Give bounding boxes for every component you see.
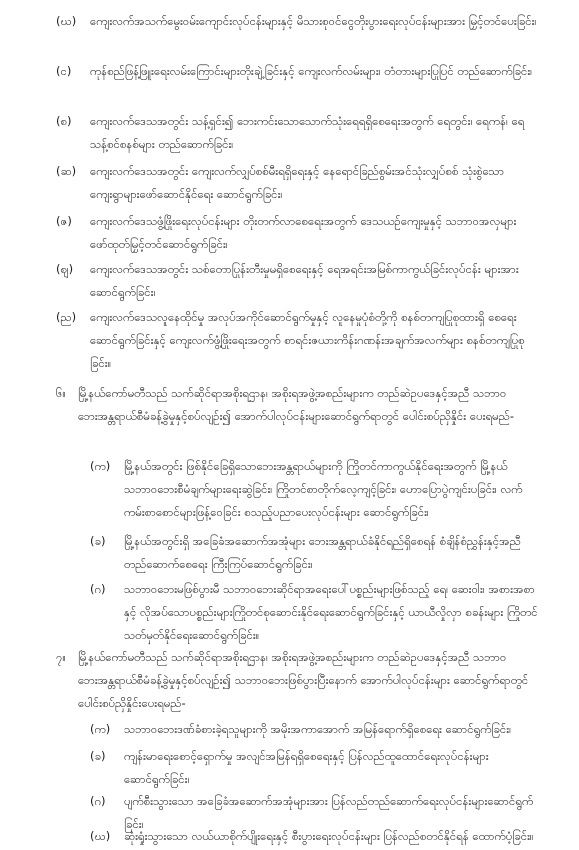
item-label: (ဇ)	[56, 214, 72, 228]
list-item	[56, 258, 538, 304]
item-label: (စ)	[56, 114, 72, 128]
list-item	[56, 210, 538, 256]
item-label: (ခ)	[90, 534, 106, 548]
item-label: (ဆ)	[56, 164, 77, 178]
item-label: (ဃ)	[90, 829, 111, 843]
list-item	[56, 110, 538, 156]
item-text: ကျေးလက်အသက်မွေးဝမ်းကျောင်းလုပ်ငန်းများနှင့် မိသားစုဝင်ငွေတိုးပွားရေးလုပ်ငန်းများအား မြှင့်တင်ပေးခြင်း၊	[90, 14, 537, 28]
item-text: ကျေးလက်ဒေသအတွင်း ကျေးလက်လျှပ်စစ်မီးရရှိရေးနှင့် နေရောင်ခြည်စွမ်းအင်သုံးလျှပ်စစ် သုံးစွဲသော ကျေးရွာများဖော်ဆောင်နိုင်ရေး ဆောင်ရွက်ခြင်း၊	[90, 164, 505, 201]
section-text: မြို့နယ်ကော်မတီသည် သက်ဆိုင်ရာအစိုးရဌာန၊ အစိုးရအဖွဲ့အစည်းများက တည်ဆဲဥပဒေနှင့်အညီ သဘာဝဘေးအန္တရာယ်စီမံခန့်ခွဲမှုနှင့်စပ်လျဉ်း၍ အောက်ပါလုပ်ငန်းများဆောင်ရွက်ရာတွင် ပေါင်းစပ်ညှိနှိုင်း ပေးရမည်-	[78, 386, 515, 423]
list-item	[56, 60, 538, 83]
item-label: (က)	[90, 722, 111, 736]
list-item	[90, 530, 538, 576]
item-text: မြို့နယ်အတွင်းရှိ အခြေခံအဆောက်အအုံများ ဘေးအန္တရာယ်ခံနိုင်ရည်ရှိစေရန် စံချိန်စံညွှန်းနှင့်အညီ တည်ဆောက်စေရေး ကြီးကြပ်ဆောင်ရွက်ခြင်း၊	[124, 534, 521, 571]
list-item	[90, 578, 538, 647]
list-item	[56, 10, 538, 33]
list-item	[90, 455, 538, 524]
item-label: (င)	[56, 64, 72, 78]
item-label: (ခ)	[90, 749, 106, 763]
list-item	[90, 745, 538, 791]
item-label: (က)	[90, 459, 111, 473]
item-text: ကျေးလက်ဒေသအတွင်း သန့်ရှင်း၍ ဘေးကင်းသောသောက်သုံးရေရရှိစေရေးအတွက် ရေတွင်း၊ ရေကန်၊ ရေသန့်စင်စနစ်များ တည်ဆောက်ခြင်း၊	[90, 114, 525, 151]
list-item	[56, 160, 538, 206]
section-7	[56, 646, 539, 715]
item-text: ဆုံးရှုံးသွားသော လယ်ယာစိုက်ပျိုးရေးနှင့် စီးပွားရေးလုပ်ငန်းများ ပြန်လည်စတင်နိုင်ရန် ထောက်ပံ့ခြင်း။	[124, 829, 534, 843]
item-text: သဘာဝဘေးဒဏ်ခံစားခဲ့ရသူများကို အမိုးအကာအောက် အမြန်ရောက်ရှိစေရေး ဆောင်ရွက်ခြင်း၊	[124, 722, 512, 736]
list-item	[90, 825, 538, 848]
item-label: (ည)	[56, 310, 77, 324]
list-item	[90, 718, 538, 741]
item-label: (ဂ)	[90, 794, 106, 808]
item-text: ကုန်စည်ဖြန့်ဖြူးရေးလမ်းကြောင်းများတိုးချဲ့ခြင်းနှင့် ကျေးလက်လမ်းများ၊ တံတားများပြုပြင် တည်ဆောက်ခြင်း၊	[90, 64, 533, 78]
item-text: ကျန်းမာရေးစောင့်ရှောက်မှု အလျင်အမြန်ရရှိစေရေးနှင့် ပြန်လည်ထူထောင်ရေးလုပ်ငန်းများ ဆောင်ရွက်ခြင်း၊	[124, 749, 489, 786]
item-text: မြို့နယ်အတွင်း ဖြစ်နိုင်ခြေရှိသောဘေးအန္တရာယ်များကို ကြိုတင်ကာကွယ်နိုင်ရေးအတွက် မြို့နယ် သဘာဝဘေးစီမံချက်များရေးဆွဲခြင်း၊ ကြိုတင်စာတိုက်လေ့ကျင့်ခြင်း၊ ဟောပြောပွဲကျင်းပခြင်း၊ လက်ကမ်းစာစောင်များဖြန့်ဝေခြင်း စသည့်ပညာပေးလုပ်ငန်းများ ဆောင်ရွက်ခြင်း၊	[124, 459, 523, 519]
item-label: (ဂ)	[90, 582, 106, 596]
item-text: ကျေးလက်ဒေသဖွံ့ဖြိုးရေးလုပ်ငန်းများ တိုးတက်လာစေရေးအတွက် ဒေသယဉ်ကျေးမှုနှင့် သဘာဝအလှများ ဖော်ထုတ်မြှင့်တင်ဆောင်ရွက်ခြင်း၊	[90, 214, 517, 251]
item-text: ကျေးလက်ဒေသလူနေထိုင်မှု အလုပ်အကိုင်ဆောင်ရွက်မှုနှင့် လူနေမှုပုံစံတို့ကို စနစ်တကျပြုစုထားရှိ စေရေးဆောင်ရွက်ခြင်းနှင့် ကျေးလက်ဖွံ့ဖြိုးရေးအတွက် စာရင်းဇယားကိန်းဂဏန်းအချက်အလက်များ စနစ်တကျပြုစုခြင်း။	[90, 310, 525, 370]
list-item	[56, 306, 538, 375]
section-text: မြို့နယ်ကော်မတီသည် သက်ဆိုင်ရာအစိုးရဌာန၊ အစိုးရအဖွဲ့အစည်းများက တည်ဆဲဥပဒေနှင့်အညီ သဘာဝဘေးအန္တရာယ်စီမံခန့်ခွဲမှုနှင့်စပ်လျဉ်း၍ သဘာဝဘေးဖြစ်ပွားပြီးနောက် အောက်ပါလုပ်ငန်းများ ဆောင်ရွက်ရာတွင် ပေါင်းစပ်ညှိနှိုင်းပေးရမည်-	[78, 650, 529, 710]
section-number: ၆။	[56, 386, 66, 400]
item-text: ကျေးလက်ဒေသအတွင်း သစ်တောပြုန်းတီးမှုမရှိစေရေးနှင့် ရေအရင်းအမြစ်ကာကွယ်ခြင်းလုပ်ငန်း များအား ဆောင်ရွက်ခြင်း၊	[90, 262, 519, 299]
section-6	[56, 382, 539, 428]
item-label: (ဃ)	[56, 14, 77, 28]
item-text: ပျက်စီးသွားသော အခြေခံအဆောက်အအုံများအား ပြန်လည်တည်ဆောက်ရေးလုပ်ငန်းများဆောင်ရွက် ခြင်း၊	[124, 794, 534, 831]
item-text: သဘာဝဘေးမဖြစ်ပွားမီ သဘာဝဘေးဆိုင်ရာအရေးပေါ်ပစ္စည်းများဖြစ်သည့် ရေ၊ ဆေးဝါး၊ အစားအစာနှင့် လိုအပ်သောပစ္စည်းများကြိုတင်စုဆောင်းနိုင်ရေးဆောင်ရွက်ခြင်းနှင့် ယာယီလှိုလှာ စခန်းများ ကြိုတင်သတ်မှတ်နိုင်ရေးဆောင်ရွက်ခြင်း။	[124, 582, 538, 642]
item-label: (ဈ)	[56, 262, 74, 276]
section-number: ၇။	[56, 650, 66, 664]
